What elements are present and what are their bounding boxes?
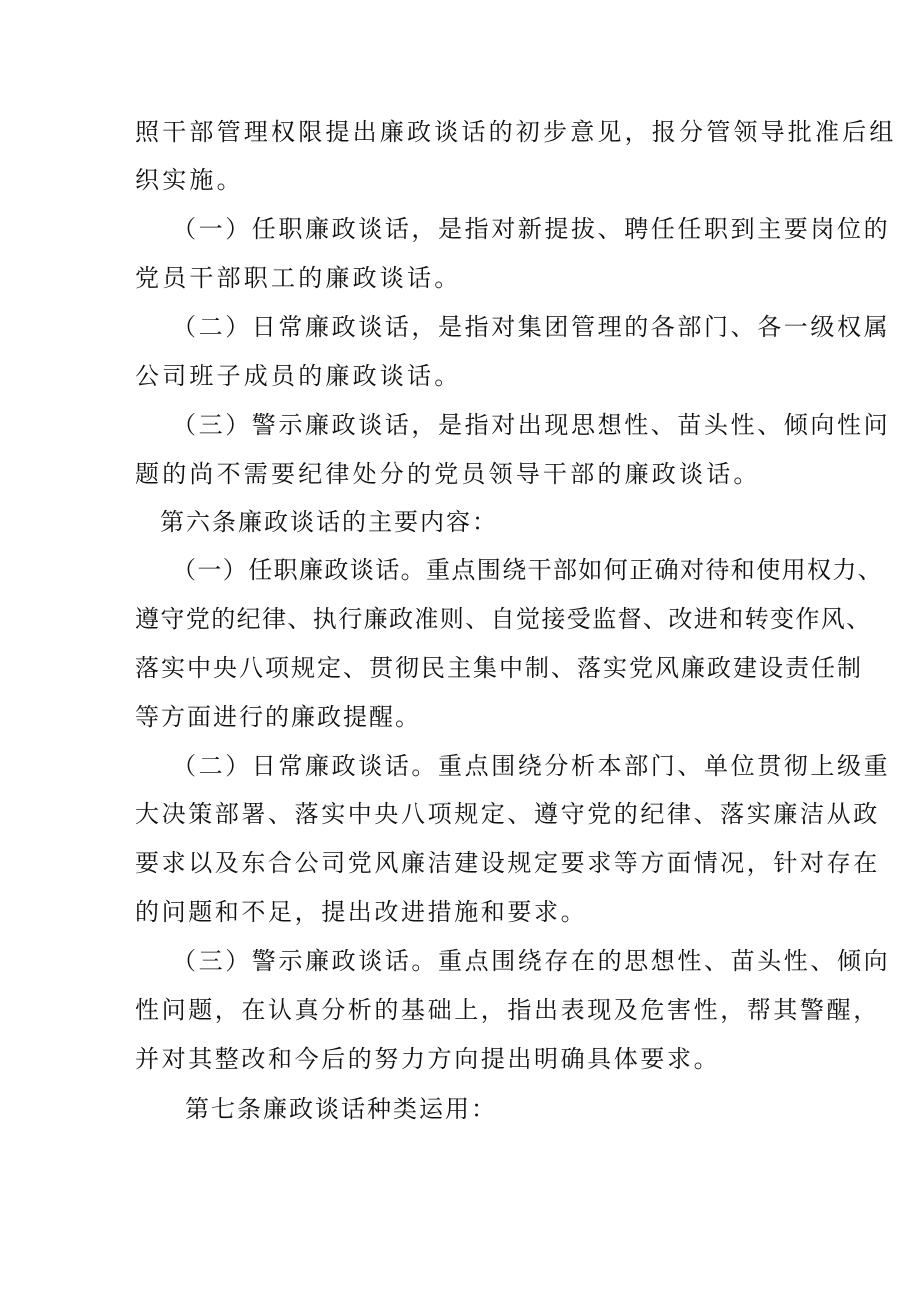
- text-line: （二）日常廉政谈话。重点围绕分析本部门、单位贯彻上级重: [172, 752, 891, 780]
- text-line: 的问题和不足，提出改进措施和要求。: [135, 898, 588, 926]
- text-line: （一）任职廉政谈话。重点围绕干部如何正确对待和使用权力、: [172, 556, 884, 584]
- text-line: 照干部管理权限提出廉政谈话的初步意见，报分管领导批准后组: [135, 118, 897, 146]
- text-line: （三）警示廉政谈话，是指对出现思想性、苗头性、倾向性问: [172, 411, 891, 439]
- text-line: 等方面进行的廉政提醒。: [135, 703, 421, 731]
- section-heading: 第六条廉政谈话的主要内容：: [160, 508, 498, 536]
- text-line: 性问题，在认真分析的基础上，指出表现及危害性，帮其警醒，: [135, 996, 880, 1024]
- text-line: 落实中央八项规定、贯彻民主集中制、落实党风廉政建设责任制: [135, 654, 863, 682]
- text-line: 并对其整改和今后的努力方向提出明确具体要求。: [135, 1045, 721, 1073]
- text-line: 公司班子成员的廉政谈话。: [135, 362, 462, 390]
- text-line: （二）日常廉政谈话，是指对集团管理的各部门、各一级权属: [172, 313, 891, 341]
- text-line: （三）警示廉政谈话。重点围绕存在的思想性、苗头性、倾向: [172, 947, 891, 975]
- text-line: 遵守党的纪律、执行廉政准则、自觉接受监督、改进和转变作风、: [135, 605, 872, 633]
- text-line: 党员干部职工的廉政谈话。: [135, 264, 462, 292]
- text-line: 题的尚不需要纪律处分的党员领导干部的廉政谈话。: [135, 460, 761, 488]
- text-line: 大决策部署、落实中央八项规定、遵守党的纪律、落实廉洁从政: [135, 800, 880, 828]
- text-line: （一）任职廉政谈话，是指对新提拔、聘任任职到主要岗位的: [172, 215, 891, 243]
- text-line: 要求以及东合公司党风廉洁建设规定要求等方面情况，针对存在: [135, 849, 880, 877]
- section-heading: 第七条廉政谈话种类运用：: [185, 1095, 497, 1123]
- text-line: 织实施。: [135, 166, 244, 194]
